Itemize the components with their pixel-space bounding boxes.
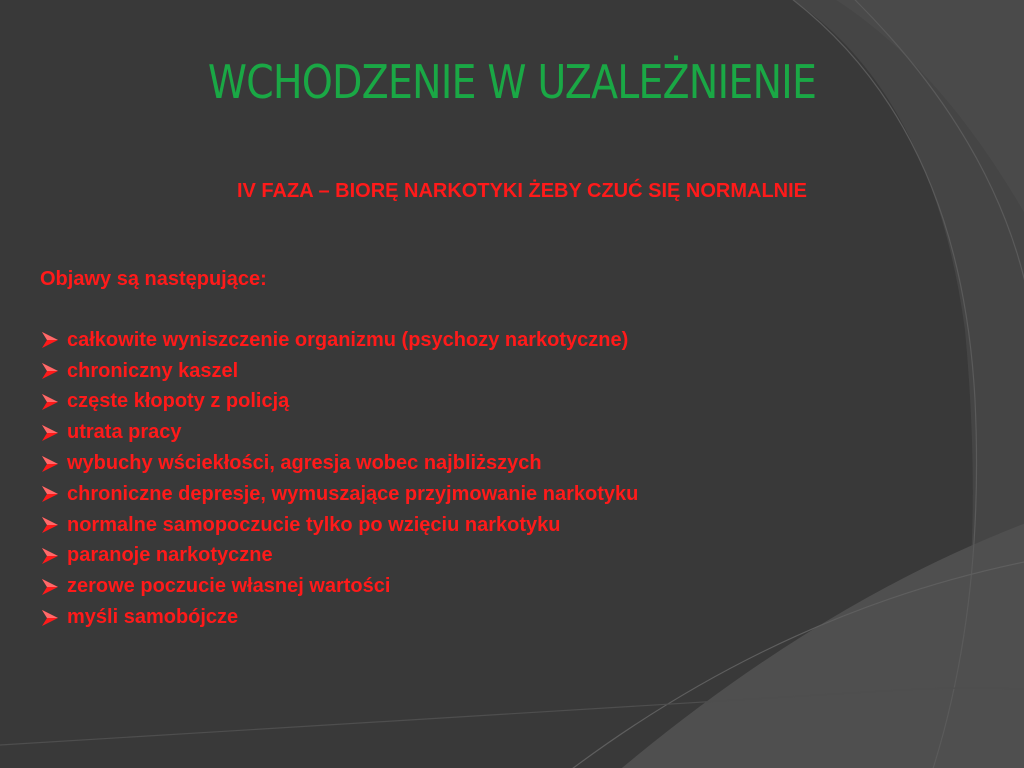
arrowhead-bullet-icon bbox=[40, 485, 60, 503]
intro-text: Objawy są następujące: bbox=[40, 268, 267, 290]
arrowhead-bullet-icon bbox=[40, 424, 60, 442]
arrowhead-bullet-icon bbox=[40, 362, 60, 380]
list-item-text: chroniczne depresje, wymuszające przyjmowanie narkotyku bbox=[67, 482, 639, 505]
list-item-text: utrata pracy bbox=[67, 421, 182, 444]
arrowhead-bullet-icon bbox=[40, 609, 60, 627]
arrowhead-bullet-icon bbox=[40, 393, 60, 411]
list-item-text: częste kłopoty z policją bbox=[67, 390, 290, 413]
arrowhead-bullet-icon bbox=[40, 455, 60, 473]
list-item-text: paranoje narkotyczne bbox=[67, 544, 273, 567]
list-item bbox=[40, 448, 638, 479]
list-item-text: myśli samobójcze bbox=[67, 606, 239, 629]
list-item bbox=[40, 602, 638, 633]
symptom-list bbox=[40, 325, 638, 633]
list-item bbox=[40, 325, 638, 356]
list-item bbox=[40, 356, 638, 387]
list-item bbox=[40, 479, 638, 510]
arrowhead-bullet-icon bbox=[40, 331, 60, 349]
list-item-text: wybuchy wściekłości, agresja wobec najbliższych bbox=[67, 452, 542, 475]
list-item bbox=[40, 571, 638, 602]
list-item-text: zerowe poczucie własnej wartości bbox=[67, 575, 391, 598]
arrowhead-bullet-icon bbox=[40, 516, 60, 534]
arrowhead-bullet-icon bbox=[40, 578, 60, 596]
list-item-text: chroniczny kaszel bbox=[67, 359, 239, 382]
list-item-text: całkowite wyniszczenie organizmu (psychozy narkotyczne) bbox=[67, 328, 629, 351]
list-item bbox=[40, 417, 638, 448]
list-item bbox=[40, 387, 638, 418]
list-item bbox=[40, 541, 638, 572]
slide-subtitle: IV FAZA – BIORĘ NARKOTYKI ŻEBY CZUĆ SIĘ NORMALNIE bbox=[236, 180, 808, 202]
list-item-text: normalne samopoczucie tylko po wzięciu narkotyku bbox=[67, 513, 561, 536]
list-item bbox=[40, 510, 638, 541]
slide-title: WCHODZENIE W UZALEŻNIENIE bbox=[207, 55, 817, 109]
arrowhead-bullet-icon bbox=[40, 547, 60, 565]
